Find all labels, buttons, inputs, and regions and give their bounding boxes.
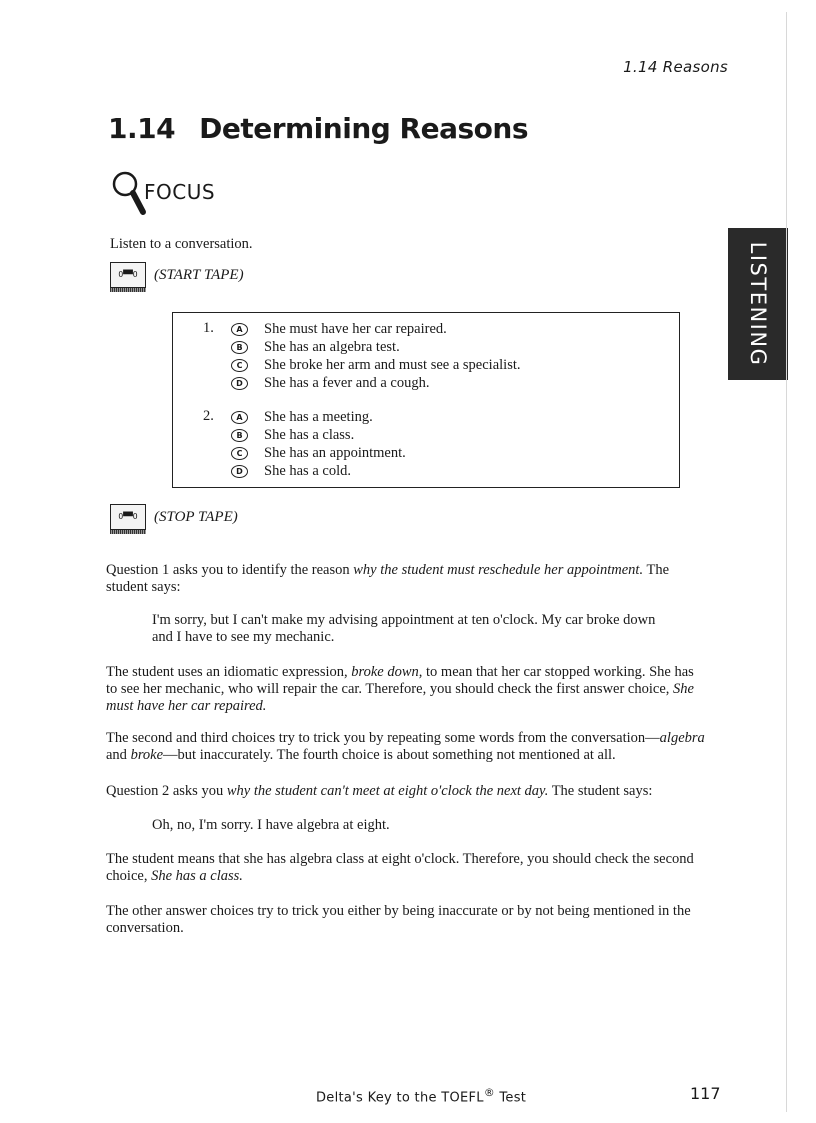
- start-tape-label: (START TAPE): [154, 266, 244, 283]
- explanation-paragraph: [106, 730, 706, 764]
- footer-book-title: [316, 1086, 526, 1105]
- text-run: Test: [494, 1090, 527, 1106]
- listening-section-tab: [728, 228, 788, 380]
- answer-option[interactable]: [231, 462, 351, 480]
- answer-text: She has a class.: [264, 427, 355, 443]
- emphasis: algebra: [659, 730, 705, 746]
- section-tab-label: LISTENING: [746, 241, 770, 367]
- text-run: The student says:: [106, 562, 669, 595]
- emphasis: why the student must reschedule her appointment.: [353, 562, 644, 578]
- explanation-paragraph: [106, 783, 706, 800]
- page-number: 117: [690, 1084, 721, 1103]
- answer-option[interactable]: [231, 320, 447, 338]
- answer-option[interactable]: [231, 356, 521, 374]
- intro-text: Listen to a conversation.: [110, 236, 253, 252]
- chapter-number: 1.14: [108, 112, 176, 145]
- focus-label: FOCUS: [144, 180, 216, 204]
- emphasis: She has a class.: [151, 868, 243, 884]
- answer-bubble[interactable]: B: [231, 429, 248, 442]
- dialogue-quote: Oh, no, I'm sorry. I have algebra at eight.: [152, 817, 390, 833]
- cassette-reels: O▀▀O: [118, 270, 138, 279]
- text-run: The student uses an idiomatic expression,: [106, 664, 352, 680]
- explanation-paragraph: [106, 562, 706, 596]
- answer-text: She has an appointment.: [264, 445, 406, 461]
- start-tape: [110, 262, 244, 288]
- explanation-paragraph: [106, 851, 706, 885]
- answer-option[interactable]: [231, 338, 400, 356]
- registered-mark: ®: [483, 1086, 495, 1099]
- emphasis: why the student can't meet at eight o'clock the next day.: [226, 783, 549, 799]
- answer-text: She has a fever and a cough.: [264, 375, 430, 391]
- text-run: The student says:: [548, 783, 653, 799]
- focus-heading: [110, 168, 250, 220]
- page-edge-line: [786, 12, 787, 1112]
- chapter-title: [108, 112, 528, 145]
- answer-option[interactable]: [231, 444, 406, 462]
- text-run: The second and third choices try to trick you by repeating some words from the conversation—: [106, 730, 660, 746]
- stop-tape: [110, 504, 238, 530]
- question-number: 2.: [203, 408, 214, 424]
- cassette-icon: [110, 262, 146, 288]
- answer-option[interactable]: [231, 426, 354, 444]
- stop-tape-label: (STOP TAPE): [154, 508, 238, 525]
- cassette-icon: [110, 504, 146, 530]
- answer-option[interactable]: [231, 374, 429, 392]
- text-run: and: [106, 747, 131, 763]
- text-run: Question 2 asks you: [106, 783, 227, 799]
- answer-bubble[interactable]: A: [231, 411, 248, 424]
- question-number: 1.: [203, 320, 214, 336]
- answer-text: She has a cold.: [264, 463, 351, 479]
- emphasis: broke: [130, 747, 164, 763]
- emphasis: broke down,: [351, 664, 423, 680]
- answer-option[interactable]: [231, 408, 373, 426]
- explanation-paragraph: The other answer choices try to trick you either by being inaccurate or by not being mentioned in the conversation.: [106, 903, 691, 936]
- answer-bubble[interactable]: C: [231, 359, 248, 372]
- emphasis: She must have her car repaired.: [106, 681, 694, 714]
- text-run: to mean that her car stopped working. She has to see her mechanic, who will repair the car. Therefore, you should check the first answer choice,: [106, 664, 694, 697]
- explanation-paragraph: [106, 664, 706, 715]
- text-run: The student means that she has algebra class at eight o'clock. Therefore, you should check the second choice,: [106, 851, 694, 884]
- dialogue-quote: I'm sorry, but I can't make my advising appointment at ten o'clock. My car broke down and I have to see my mechanic.: [152, 612, 656, 645]
- answer-text: She must have her car repaired.: [264, 321, 447, 337]
- answer-bubble[interactable]: B: [231, 341, 248, 354]
- question-box: [172, 312, 680, 488]
- answer-text: She broke her arm and must see a specialist.: [264, 357, 521, 373]
- running-head: 1.14 Reasons: [623, 58, 728, 76]
- cassette-reels: O▀▀O: [118, 512, 138, 521]
- answer-bubble[interactable]: A: [231, 323, 248, 336]
- text-run: —but inaccurately. The fourth choice is about something not mentioned at all.: [163, 747, 616, 763]
- chapter-title-text: Determining Reasons: [199, 112, 528, 145]
- answer-text: She has a meeting.: [264, 409, 373, 425]
- answer-bubble[interactable]: C: [231, 447, 248, 460]
- answer-bubble[interactable]: D: [231, 465, 248, 478]
- answer-text: She has an algebra test.: [264, 339, 400, 355]
- text-run: Delta's Key to the TOEFL: [316, 1090, 484, 1106]
- text-run: Question 1 asks you to identify the reason: [106, 562, 354, 578]
- answer-bubble[interactable]: D: [231, 377, 248, 390]
